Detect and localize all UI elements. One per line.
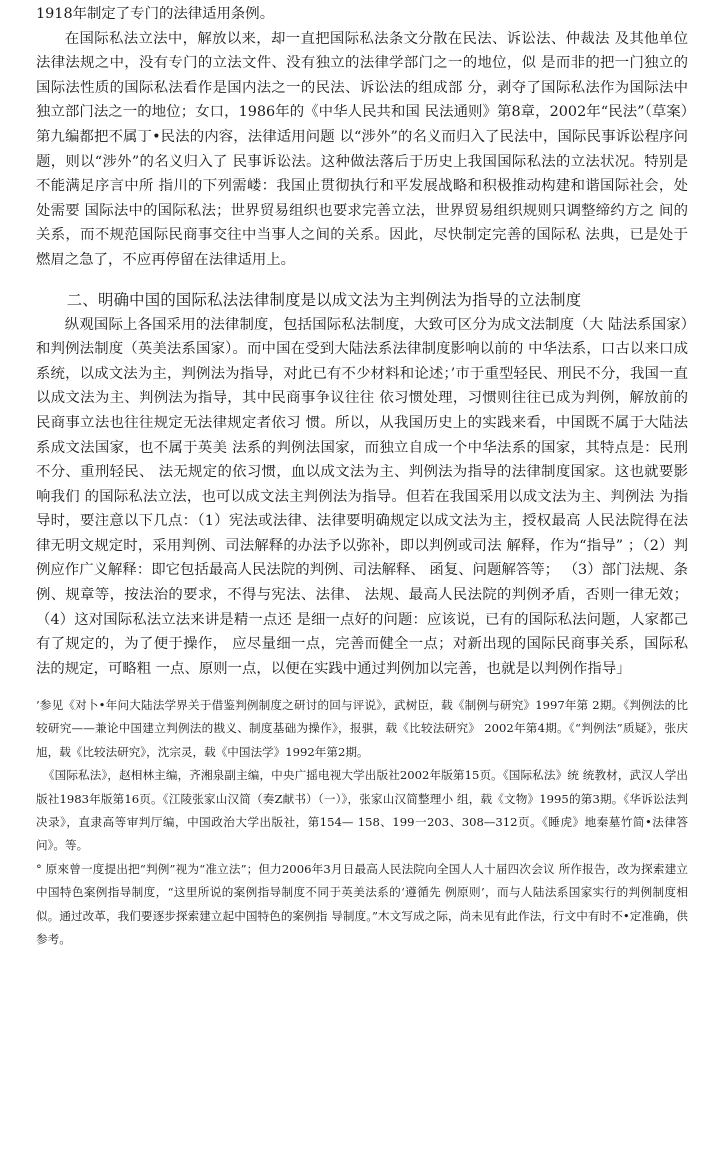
paragraph-1: 在国际私法立法中，解放以来，却一直把国际私法条文分散在民法、诉讼法、仲裁法 及其他单位法律法规之中，没有专门的立法文件、没有独立的法律学部门之一的地位，似 是而非的把一门独立的国际法性质的国际私法看作是国内法之一的民法、诉讼法的组成部 分，剥夺了国际私法作为国际法中独立部门法之一的地位；女口，1986年的《中华人民共和国 民法通则》第8章，2002年“民法”（草案）第九编都把不属丁•民法的内容，法律适用问题 以“涉外”的名义而归入了民法中，国际民事诉讼程序问题，则以“涉外”的名义归入了 民事诉讼法。这种做法落后于历史上我国国际私法的立法状况。特别是不能满足序言中所 指川的下列需嵝：我国止贯彻执行和平发展战略和积极推动构建和谐国际社会，处处需要 国际法中的国际私法；世界贸易组织也要求完善立法，世界贸易组织规则只调整缔约方之 间的关系，而不规范国际民商事交往中当事人之间的关系。因此，尽快制定完善的国际私 法典，已是处于燃眉之急了，不应再停留在法律适用上。 — [36, 30, 688, 268]
footnote-1: ’参见《对卜•年问大陆法学界关于借鉴判例制度之研讨的回与评说》，武树臣，载《制例与研究》1997年第 2期。《判例法的比较研究——兼论中国建立判例法的戡义、制度基础为操作》，报骐，载《比较法研究》 2002年第4期。《“判例法”质疑》，张庆旭，载《比较法研究》，沈宗灵，载《中国法学》1992年第2期。 — [36, 698, 688, 759]
footnote-3: ° 原來曾一度提出把“判例”视为“准立法”；但力2006年3月日最高人民法院向全国人人十届四次会议 所作报告，改为探索建立中国特色案例指导制度，“这里所说的案例指导制度不同于英美法系的‘遵循先 例原则’，而与人陆法系国家实行的判例制度相似。通过改革，我们要逐步探索建立起中国特色的案例指 导制度。”木文写成之际，尚未见有此作法，行文中有时不•定准确，供参考。 — [36, 861, 688, 947]
document-body — [36, 2, 688, 681]
section-heading: 二、明确中国的国际私法法律制度是以成文法为主判例法为指导的立法制度 — [66, 290, 582, 309]
lead-line: 1918年制定了专门的法律适用条例。 — [36, 6, 275, 22]
paragraph-2: 纵观国际上各国采用的法律制度，包括国际私法制度，大致可区分为成文法制度（大 陆法系国家）和判例法制度（英美法系国家）。而中国在受到大陆法系法律制度影响以前的 中华法系，口古以来口成系统，以成文法为主，判例法为指导，对此已有不少材料和论述；’市于重型轻民、刑民不分，我国一直以成文法为主、判例法为指导，其中民商事争议往往 依习惯处理，习惯则往往已成为判例，解放前的民商事立法也往往规定无法律规定者依习 惯。所以，从我国历史上的实践来看，中国既不属于大陆法系成文法国家，也不属于英美 法系的判例法国家，而独立自成一个中华法系的国家，其特点是：民刑不分、重刑轻民、 法无规定的依习惯，血以成文法为主、判例法为指导的法律制度国家。这也就要影响我们 的国际私法立法，也可以成文法主判例法为指导。但若在我国采用以成文法为主、判例法 为指导时，要注意以下几点：（1）宪法或法律、法律要明确规定以成文法为主，授权最高 人民法院得在法律无明文规定时，采用判例、司法解释的办法予以弥补，即以判例或司法 解释，作为“指导” ；（2）判例应作广义解释：即它包括最高人民法院的判例、司法解释、 函复、问题解答等； （3）部门法规、条例、规章等，按法治的要求，不得与宪法、法律、 法规、最高人民法院的判例矛盾，否则一律无效； （4）这对国际私法立法来讲是精一点还 是细一点好的问题：应该说，已有的国际私法问题，人家都己有了规定的，为了便于操作， 应尽量细一点，完善而健全一点；对新出现的国际民商事关系，国际私法的规定，可略粗 一点、原则一点，以便在实践中通过判例加以完善，也就是以判例作指导」 — [36, 316, 688, 677]
footnotes — [36, 694, 688, 951]
footnote-2: 《国际私法》，赵相林主编，齐湘泉副主编，中央广摇电视大学出版社2002年版第15页。《国际私法》统 统教材，武汉人学出版社1983年版第16页。《江陵张家山汉简（奏Z献书）（一）》，张家山汉简整理小 组，载《文物》1995的第3期。《华诉讼法判决录》，直隶高等审判厅编，中国政治大学出版社，第154— 158、199一203、308—312页。《睡虎》地秦墓竹简•法律答问》。等。 — [36, 768, 688, 853]
